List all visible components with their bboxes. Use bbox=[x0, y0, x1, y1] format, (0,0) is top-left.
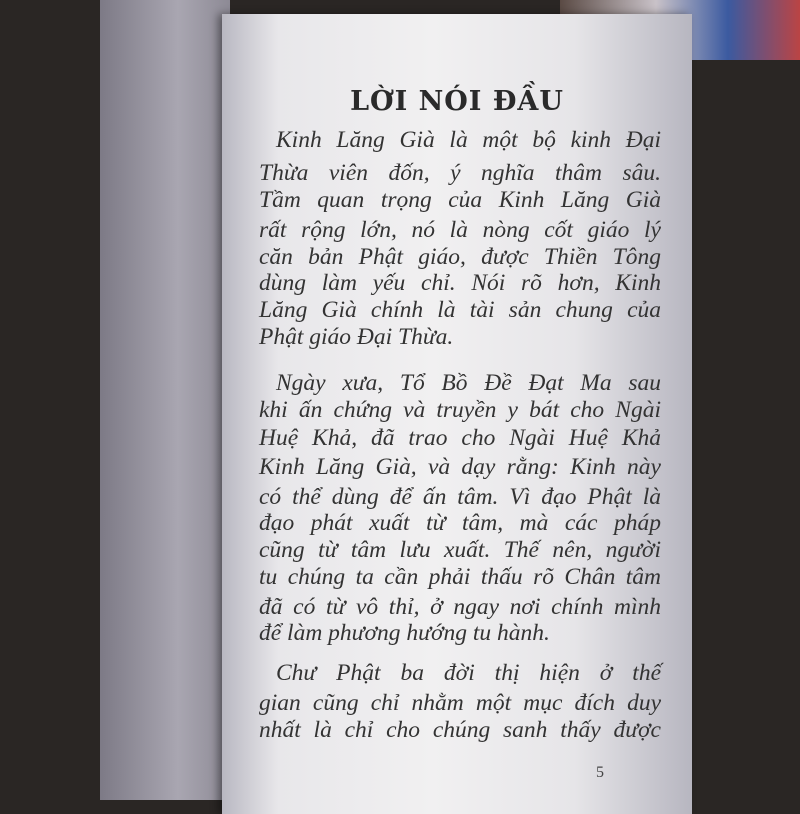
text-line: căn bản Phật giáo, được Thiền Tông bbox=[259, 244, 661, 270]
text-line: rất rộng lớn, nó là nòng cốt giáo lý bbox=[259, 217, 661, 243]
text-line: gian cũng chỉ nhằm một mục đích duy bbox=[259, 690, 661, 716]
page-title: LỜI NÓI ĐẦU bbox=[350, 86, 564, 117]
text-line: đã có từ vô thỉ, ở ngay nơi chính mình bbox=[259, 594, 661, 620]
text-line: cũng từ tâm lưu xuất. Thế nên, người bbox=[259, 537, 661, 563]
text-line: Phật giáo Đại Thừa. bbox=[259, 324, 454, 350]
text-line: Tầm quan trọng của Kinh Lăng Già bbox=[259, 187, 661, 213]
text-line: Huệ Khả, đã trao cho Ngài Huệ Khả bbox=[259, 425, 661, 451]
previous-page bbox=[100, 0, 230, 800]
text-line: Thừa viên đốn, ý nghĩa thâm sâu. bbox=[259, 160, 661, 186]
text-line: Kinh Lăng Già là một bộ kinh Đại bbox=[276, 127, 661, 153]
text-line: dùng làm yếu chỉ. Nói rõ hơn, Kinh bbox=[259, 270, 661, 296]
text-line: Kinh Lăng Già, và dạy rằng: Kinh này bbox=[259, 454, 661, 480]
text-line: khi ấn chứng và truyền y bát cho Ngài bbox=[259, 397, 661, 423]
text-line: Lăng Già chính là tài sản chung của bbox=[259, 297, 661, 323]
text-line: nhất là chỉ cho chúng sanh thấy được bbox=[259, 717, 661, 743]
text-line: tu chúng ta cần phải thấu rõ Chân tâm bbox=[259, 564, 661, 590]
book-page bbox=[222, 14, 692, 814]
text-line: để làm phương hướng tu hành. bbox=[259, 620, 550, 646]
page-number: 5 bbox=[596, 764, 604, 781]
text-line: Chư Phật ba đời thị hiện ở thế bbox=[276, 660, 661, 686]
text-line: có thể dùng để ấn tâm. Vì đạo Phật là bbox=[259, 484, 661, 510]
text-line: Ngày xưa, Tổ Bồ Đề Đạt Ma sau bbox=[276, 370, 661, 396]
text-line: đạo phát xuất từ tâm, mà các pháp bbox=[259, 510, 661, 536]
